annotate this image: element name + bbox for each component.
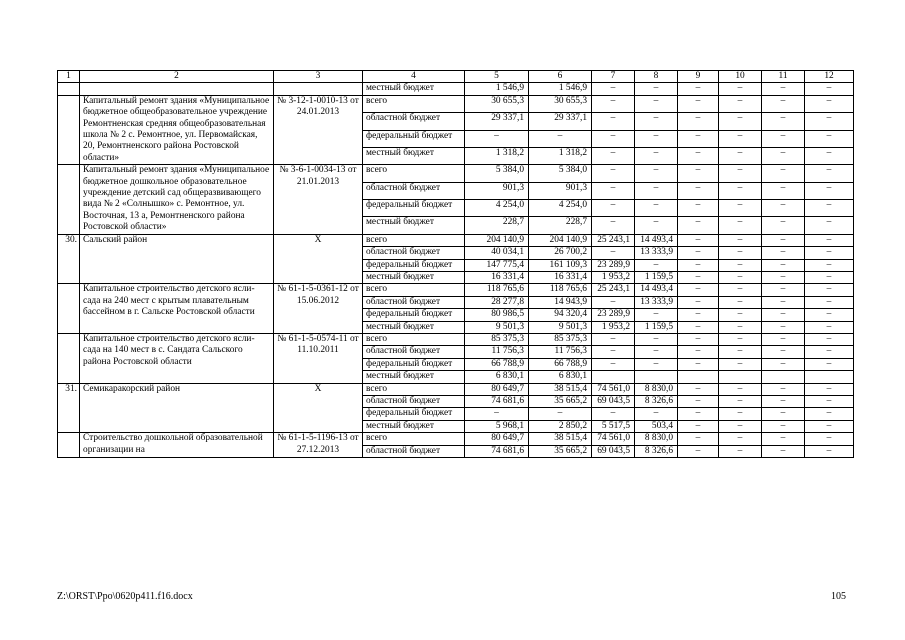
value-cell: 69 043,5	[592, 445, 635, 457]
funding-source: областной бюджет	[363, 182, 465, 199]
value-cell: 80 649,7	[465, 433, 529, 445]
value-cell	[678, 371, 719, 383]
value-cell: –	[678, 113, 719, 130]
value-cell: 29 337,1	[529, 113, 592, 130]
value-cell: 16 331,4	[529, 271, 592, 283]
value-cell: –	[762, 147, 805, 164]
value-cell: –	[678, 395, 719, 407]
value-cell: 901,3	[529, 182, 592, 199]
value-cell: –	[805, 445, 854, 457]
value-cell: –	[465, 130, 529, 147]
funding-source: местный бюджет	[363, 371, 465, 383]
value-cell: –	[762, 395, 805, 407]
funding-source: всего	[363, 95, 465, 112]
value-cell: –	[635, 182, 678, 199]
value-cell: –	[762, 284, 805, 296]
column-number: 10	[719, 71, 762, 83]
value-cell: –	[762, 199, 805, 216]
value-cell: –	[805, 395, 854, 407]
value-cell	[635, 371, 678, 383]
funding-source: федеральный бюджет	[363, 358, 465, 370]
value-cell: –	[762, 408, 805, 420]
value-cell: –	[805, 182, 854, 199]
column-number: 8	[635, 71, 678, 83]
value-cell: –	[635, 165, 678, 182]
value-cell: 14 943,9	[529, 296, 592, 308]
funding-source: областной бюджет	[363, 113, 465, 130]
value-cell: –	[678, 182, 719, 199]
value-cell: –	[805, 433, 854, 445]
value-cell: 161 109,3	[529, 259, 592, 271]
value-cell: –	[805, 83, 854, 95]
value-cell: –	[719, 130, 762, 147]
value-cell: –	[719, 309, 762, 321]
value-cell: –	[592, 296, 635, 308]
value-cell: –	[805, 147, 854, 164]
value-cell: –	[805, 165, 854, 182]
value-cell: –	[635, 309, 678, 321]
value-cell	[762, 371, 805, 383]
value-cell: –	[678, 321, 719, 333]
value-cell: 204 140,9	[465, 234, 529, 246]
value-cell: –	[635, 217, 678, 234]
value-cell: 1 159,5	[635, 321, 678, 333]
value-cell: 80 649,7	[465, 383, 529, 395]
value-cell: –	[678, 247, 719, 259]
value-cell: –	[719, 182, 762, 199]
value-cell: –	[805, 284, 854, 296]
value-cell: –	[678, 83, 719, 95]
column-number: 5	[465, 71, 529, 83]
value-cell: –	[762, 296, 805, 308]
value-cell: 14 493,4	[635, 234, 678, 246]
table-row	[58, 284, 854, 296]
value-cell: 94 320,4	[529, 309, 592, 321]
value-cell: 29 337,1	[465, 113, 529, 130]
header-row	[58, 71, 854, 83]
value-cell: –	[465, 408, 529, 420]
column-number: 11	[762, 71, 805, 83]
value-cell: 38 515,4	[529, 383, 592, 395]
value-cell: 147 775,4	[465, 259, 529, 271]
value-cell: 4 254,0	[529, 199, 592, 216]
value-cell: –	[762, 321, 805, 333]
value-cell: –	[719, 333, 762, 345]
value-cell: –	[762, 346, 805, 358]
value-cell: 503,4	[635, 420, 678, 432]
object-name: Строительство дошкольной образовательной организации на	[80, 433, 274, 458]
value-cell: 118 765,6	[529, 284, 592, 296]
value-cell: –	[592, 358, 635, 370]
value-cell: 118 765,6	[465, 284, 529, 296]
funding-source: всего	[363, 383, 465, 395]
value-cell: –	[529, 408, 592, 420]
value-cell: –	[592, 333, 635, 345]
value-cell: 66 788,9	[465, 358, 529, 370]
value-cell: –	[635, 333, 678, 345]
document-number: № 3-12-1-0010-13 от 24.01.2013	[274, 95, 363, 164]
value-cell: 23 289,9	[592, 309, 635, 321]
value-cell: 66 788,9	[529, 358, 592, 370]
value-cell: –	[762, 234, 805, 246]
value-cell: –	[805, 358, 854, 370]
value-cell: –	[678, 199, 719, 216]
row-number	[58, 95, 80, 164]
value-cell: –	[719, 165, 762, 182]
funding-source: всего	[363, 284, 465, 296]
value-cell: 1 546,9	[529, 83, 592, 95]
funding-source: всего	[363, 165, 465, 182]
value-cell: –	[592, 165, 635, 182]
value-cell: 85 375,3	[465, 333, 529, 345]
value-cell: –	[635, 95, 678, 112]
value-cell: 30 655,3	[465, 95, 529, 112]
value-cell: 28 277,8	[465, 296, 529, 308]
funding-source: местный бюджет	[363, 321, 465, 333]
value-cell: –	[762, 433, 805, 445]
value-cell: 5 384,0	[529, 165, 592, 182]
value-cell	[592, 371, 635, 383]
value-cell: 13 333,9	[635, 247, 678, 259]
column-number: 3	[274, 71, 363, 83]
value-cell: –	[719, 234, 762, 246]
value-cell: –	[805, 309, 854, 321]
value-cell: –	[762, 247, 805, 259]
value-cell: –	[762, 420, 805, 432]
value-cell: –	[719, 147, 762, 164]
value-cell: 69 043,5	[592, 395, 635, 407]
value-cell: –	[719, 271, 762, 283]
value-cell: –	[678, 346, 719, 358]
value-cell: –	[592, 182, 635, 199]
value-cell	[719, 371, 762, 383]
value-cell: –	[635, 259, 678, 271]
funding-source: областной бюджет	[363, 395, 465, 407]
document-number: № 3-6-1-0034-13 от 21.01.2013	[274, 165, 363, 234]
value-cell: –	[635, 113, 678, 130]
value-cell: –	[678, 296, 719, 308]
value-cell: –	[635, 130, 678, 147]
value-cell: 9 501,3	[465, 321, 529, 333]
value-cell: 13 333,9	[635, 296, 678, 308]
value-cell: –	[635, 199, 678, 216]
value-cell: –	[678, 358, 719, 370]
value-cell: 35 665,2	[529, 445, 592, 457]
value-cell: –	[678, 309, 719, 321]
value-cell: –	[805, 420, 854, 432]
value-cell: 1 953,2	[592, 321, 635, 333]
value-cell: –	[805, 271, 854, 283]
row-number: 31.	[58, 383, 80, 433]
funding-source: областной бюджет	[363, 296, 465, 308]
value-cell: –	[719, 408, 762, 420]
value-cell: –	[635, 358, 678, 370]
value-cell: 228,7	[465, 217, 529, 234]
value-cell: 1 159,5	[635, 271, 678, 283]
value-cell: –	[762, 383, 805, 395]
value-cell: –	[678, 234, 719, 246]
value-cell: 5 968,1	[465, 420, 529, 432]
value-cell: –	[805, 247, 854, 259]
column-number: 12	[805, 71, 854, 83]
funding-source: областной бюджет	[363, 445, 465, 457]
value-cell: –	[719, 346, 762, 358]
value-cell: –	[592, 408, 635, 420]
row-number	[58, 83, 80, 95]
funding-source: федеральный бюджет	[363, 130, 465, 147]
value-cell: –	[805, 296, 854, 308]
funding-source: федеральный бюджет	[363, 309, 465, 321]
value-cell: –	[762, 130, 805, 147]
value-cell: –	[635, 83, 678, 95]
value-cell: –	[805, 199, 854, 216]
funding-source: федеральный бюджет	[363, 199, 465, 216]
value-cell: 1 546,9	[465, 83, 529, 95]
value-cell: –	[719, 247, 762, 259]
value-cell	[805, 371, 854, 383]
value-cell: 1 318,2	[529, 147, 592, 164]
footer-file-path: Z:\ORST\Ppo\0620p411.f16.docx	[57, 591, 193, 602]
value-cell: –	[678, 259, 719, 271]
column-number: 6	[529, 71, 592, 83]
value-cell: –	[719, 420, 762, 432]
funding-source: местный бюджет	[363, 83, 465, 95]
funding-source: федеральный бюджет	[363, 259, 465, 271]
funding-source: областной бюджет	[363, 346, 465, 358]
value-cell: 8 326,6	[635, 445, 678, 457]
value-cell: –	[678, 95, 719, 112]
value-cell: 8 830,0	[635, 383, 678, 395]
value-cell: –	[719, 83, 762, 95]
footer-page-number: 105	[831, 591, 846, 602]
value-cell: –	[592, 83, 635, 95]
value-cell: –	[762, 95, 805, 112]
value-cell: –	[719, 321, 762, 333]
value-cell: –	[678, 433, 719, 445]
value-cell: –	[678, 165, 719, 182]
funding-source: местный бюджет	[363, 271, 465, 283]
value-cell: –	[678, 333, 719, 345]
object-name: Капитальное строительство детского ясли-сада на 140 мест в с. Сандата Сальского района Ростовской области	[80, 333, 274, 383]
value-cell: –	[678, 271, 719, 283]
value-cell: –	[719, 284, 762, 296]
funding-source: областной бюджет	[363, 247, 465, 259]
funding-source: федеральный бюджет	[363, 408, 465, 420]
object-name: Капитальное строительство детского ясли-сада на 240 мест с крытым плавательным бассейном в г. Сальске Ростовской области	[80, 284, 274, 334]
value-cell: –	[719, 259, 762, 271]
document-number: № 61-1-5-0574-11 от 11.10.2011	[274, 333, 363, 383]
funding-source: местный бюджет	[363, 420, 465, 432]
value-cell: –	[678, 420, 719, 432]
value-cell: 11 756,3	[465, 346, 529, 358]
value-cell: –	[762, 113, 805, 130]
value-cell: –	[719, 358, 762, 370]
value-cell: 1 953,2	[592, 271, 635, 283]
column-number: 7	[592, 71, 635, 83]
value-cell: 26 700,2	[529, 247, 592, 259]
value-cell: –	[592, 113, 635, 130]
value-cell: 2 850,2	[529, 420, 592, 432]
row-number	[58, 433, 80, 458]
value-cell: –	[678, 130, 719, 147]
column-number: 1	[58, 71, 80, 83]
value-cell: –	[678, 408, 719, 420]
value-cell: –	[678, 284, 719, 296]
value-cell: –	[678, 217, 719, 234]
value-cell: –	[719, 199, 762, 216]
value-cell: –	[678, 383, 719, 395]
value-cell: –	[635, 408, 678, 420]
value-cell: –	[719, 433, 762, 445]
document-number: Х	[274, 234, 363, 284]
value-cell: –	[805, 113, 854, 130]
value-cell: –	[592, 95, 635, 112]
value-cell: –	[678, 147, 719, 164]
value-cell: 74 561,0	[592, 433, 635, 445]
value-cell: –	[678, 445, 719, 457]
value-cell: –	[805, 321, 854, 333]
row-number: 30.	[58, 234, 80, 284]
value-cell: –	[635, 346, 678, 358]
funding-source: всего	[363, 234, 465, 246]
table-row	[58, 95, 854, 112]
value-cell: –	[762, 259, 805, 271]
value-cell: –	[762, 217, 805, 234]
value-cell: 38 515,4	[529, 433, 592, 445]
value-cell: –	[719, 113, 762, 130]
value-cell: 85 375,3	[529, 333, 592, 345]
document-number	[274, 83, 363, 95]
budget-table	[57, 70, 854, 458]
value-cell: –	[805, 217, 854, 234]
value-cell: –	[592, 346, 635, 358]
value-cell: 228,7	[529, 217, 592, 234]
object-name: Сальский район	[80, 234, 274, 284]
value-cell: 25 243,1	[592, 234, 635, 246]
value-cell: 14 493,4	[635, 284, 678, 296]
value-cell: –	[805, 408, 854, 420]
column-number: 9	[678, 71, 719, 83]
column-number: 2	[80, 71, 274, 83]
funding-source: всего	[363, 333, 465, 345]
value-cell: –	[762, 165, 805, 182]
value-cell: –	[805, 95, 854, 112]
table-row	[58, 83, 854, 95]
value-cell: –	[762, 333, 805, 345]
value-cell: 5 384,0	[465, 165, 529, 182]
value-cell: –	[529, 130, 592, 147]
value-cell: 6 830,1	[465, 371, 529, 383]
value-cell: 80 986,5	[465, 309, 529, 321]
value-cell: –	[762, 309, 805, 321]
value-cell: 74 681,6	[465, 395, 529, 407]
value-cell: 1 318,2	[465, 147, 529, 164]
value-cell: –	[592, 247, 635, 259]
value-cell: –	[719, 95, 762, 112]
value-cell: –	[719, 445, 762, 457]
value-cell: –	[762, 182, 805, 199]
value-cell: –	[635, 147, 678, 164]
funding-source: местный бюджет	[363, 217, 465, 234]
row-number	[58, 333, 80, 383]
table-row	[58, 234, 854, 246]
value-cell: –	[805, 259, 854, 271]
document-number: № 61-1-5-1196-13 от 27.12.2013	[274, 433, 363, 458]
value-cell: –	[592, 130, 635, 147]
value-cell: 9 501,3	[529, 321, 592, 333]
table-row	[58, 333, 854, 345]
value-cell: –	[762, 358, 805, 370]
value-cell: 16 331,4	[465, 271, 529, 283]
value-cell: –	[719, 395, 762, 407]
value-cell: –	[592, 217, 635, 234]
value-cell: –	[762, 83, 805, 95]
value-cell: –	[719, 217, 762, 234]
row-number	[58, 284, 80, 334]
value-cell: 11 756,3	[529, 346, 592, 358]
value-cell: 6 830,1	[529, 371, 592, 383]
table-row	[58, 383, 854, 395]
value-cell: –	[762, 445, 805, 457]
value-cell: –	[762, 271, 805, 283]
value-cell: 74 681,6	[465, 445, 529, 457]
funding-source: местный бюджет	[363, 147, 465, 164]
value-cell: 25 243,1	[592, 284, 635, 296]
value-cell: 8 830,0	[635, 433, 678, 445]
table-row	[58, 433, 854, 445]
object-name: Капитальный ремонт здания «Муниципальное бюджетное общеобразовательное учреждение Ремонтненская средняя общеобразовательная школа № 2 с. Ремонтное, ул. Первомайская, 20, Ремонтненского района Ростовской области»	[80, 95, 274, 164]
object-name	[80, 83, 274, 95]
value-cell: 35 665,2	[529, 395, 592, 407]
value-cell: 74 561,0	[592, 383, 635, 395]
value-cell: 204 140,9	[529, 234, 592, 246]
value-cell: 23 289,9	[592, 259, 635, 271]
table-row	[58, 165, 854, 182]
value-cell: 8 326,6	[635, 395, 678, 407]
object-name: Семикаракорский район	[80, 383, 274, 433]
value-cell: –	[805, 130, 854, 147]
value-cell: –	[805, 383, 854, 395]
value-cell: 901,3	[465, 182, 529, 199]
funding-source: всего	[363, 433, 465, 445]
object-name: Капитальный ремонт здания «Муниципальное бюджетное дошкольное образовательное учреждение детский сад общеразвивающего вида № 2 «Солнышко» с. Ремонтное, ул. Восточная, 13 а, Ремонтненского района Ростовской области»	[80, 165, 274, 234]
row-number	[58, 165, 80, 234]
value-cell: –	[805, 346, 854, 358]
value-cell: 30 655,3	[529, 95, 592, 112]
value-cell: –	[805, 234, 854, 246]
column-number: 4	[363, 71, 465, 83]
value-cell: –	[592, 147, 635, 164]
value-cell: –	[719, 296, 762, 308]
value-cell: –	[719, 383, 762, 395]
value-cell: 40 034,1	[465, 247, 529, 259]
value-cell: –	[805, 333, 854, 345]
document-number: № 61-1-5-0361-12 от 15.06.2012	[274, 284, 363, 334]
document-number: Х	[274, 383, 363, 433]
value-cell: 5 517,5	[592, 420, 635, 432]
value-cell: 4 254,0	[465, 199, 529, 216]
value-cell: –	[592, 199, 635, 216]
